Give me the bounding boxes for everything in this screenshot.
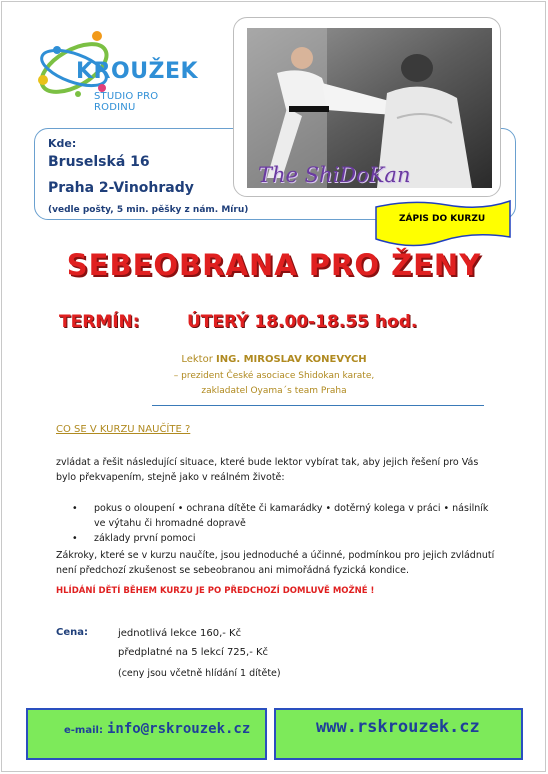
list-item bbox=[72, 501, 500, 531]
section-paragraph: Zákroky, které se v kurzu naučíte, jsou jednoduché a účinné, podmínkou pro jejich zvládnutí není předchozí zkušenost se sebeobranou ani mimořádná fyzická kondice. bbox=[56, 550, 495, 576]
bullet-icon: • bbox=[72, 533, 78, 544]
lector-line bbox=[0, 354, 548, 365]
price-note: (ceny jsou včetně hlídání 1 dítěte) bbox=[118, 668, 281, 679]
logo-tagline: STUDIO PRO RODINU bbox=[94, 91, 159, 113]
childcare-notice: HLÍDÁNÍ DĚTÍ BĚHEM KURZU JE PO PŘEDCHOZÍ DOMLUVĚ MOŽNÉ ! bbox=[56, 586, 375, 596]
price-subscription: předplatné na 5 lekcí 725,- Kč bbox=[118, 647, 269, 658]
price-label: Cena: bbox=[56, 627, 88, 638]
email-link[interactable]: info@rskrouzek.cz bbox=[107, 721, 251, 737]
skills-list bbox=[72, 501, 500, 546]
list-item bbox=[72, 531, 500, 546]
page-title: SEBEOBRANA PRO ŽENY bbox=[66, 248, 482, 282]
price-single: jednotlivá lekce 160,- Kč bbox=[118, 628, 242, 639]
lector-founder: zakladatel Oyama´s team Praha bbox=[201, 386, 347, 396]
section-divider bbox=[152, 405, 484, 406]
section-heading: CO SE V KURZU NAUČÍTE ? bbox=[56, 424, 191, 435]
term-label: TERMÍN: bbox=[59, 312, 140, 332]
krouzek-logo[interactable] bbox=[34, 26, 199, 116]
term-value: ÚTERÝ 18.00-18.55 hod. bbox=[187, 312, 418, 332]
section-intro: zvládat a řešit následující situace, které bude lektor vybírat tak, aby jejich řešení pro Vás bylo překvapením, stejně jako v reálném životě: bbox=[56, 457, 479, 483]
address-note: (vedle pošty, 5 min. pěšky z nám. Míru) bbox=[48, 205, 249, 215]
photo-caption: The ShiDoKan bbox=[258, 163, 411, 187]
website-link[interactable]: www.rskrouzek.cz bbox=[316, 717, 480, 737]
address-city: Praha 2-Vinohrady bbox=[48, 180, 194, 196]
address-label: Kde: bbox=[48, 137, 77, 150]
lector-name: ING. MIROSLAV KONEVYCH bbox=[216, 354, 367, 365]
bullet-icon: • bbox=[72, 503, 78, 514]
address-street: Bruselská 16 bbox=[48, 154, 150, 170]
logo-name: KROUŽEK bbox=[76, 59, 199, 84]
signup-sticker-label: ZÁPIS DO KURZU bbox=[399, 214, 486, 224]
list-item-text: pokus o oloupení • ochrana dítěte či kamarádky • dotěrný kolega v práci • násilník ve výtahu či hromadné dopravě bbox=[94, 503, 489, 529]
lector-role: – prezident České asociace Shidokan karate, bbox=[173, 371, 375, 381]
list-item-text: základy první pomoci bbox=[94, 533, 196, 544]
lector-prefix: Lektor bbox=[181, 354, 217, 365]
email-label: e-mail: bbox=[64, 725, 103, 736]
